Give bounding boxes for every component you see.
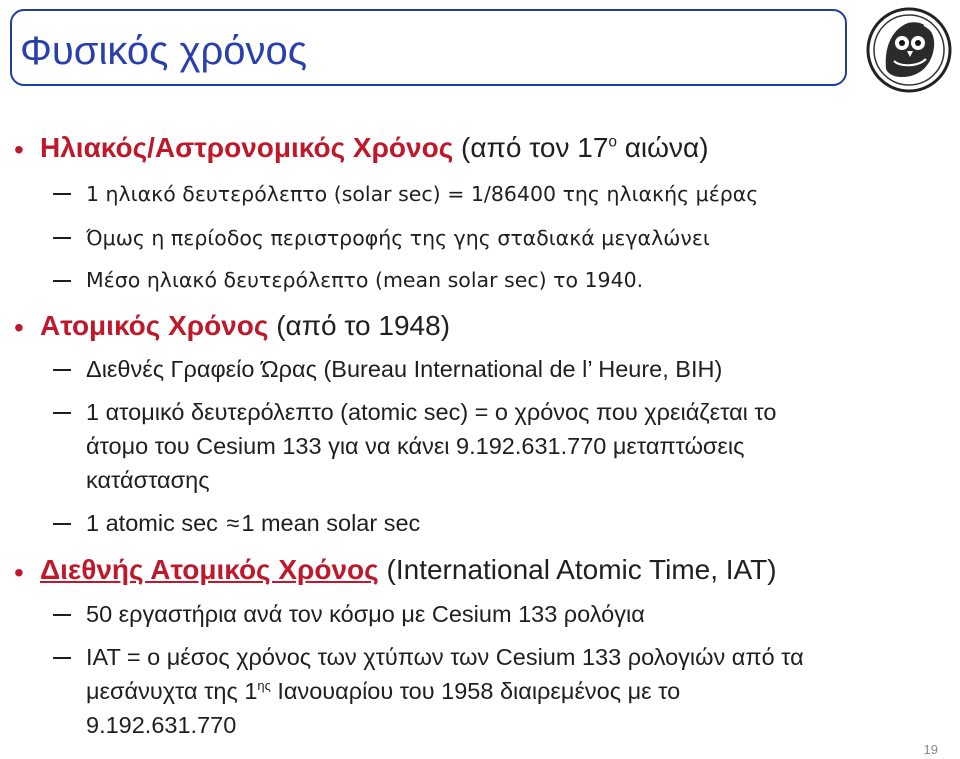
list-item: IAT = ο μέσος χρόνος των χτύπων των Cesium 133 ρολογιών από τα [86, 644, 804, 670]
bullet-marker: • [14, 557, 24, 588]
bullet-marker: • [14, 312, 24, 343]
line-text: μεσάνυχτα της 1 [86, 678, 258, 704]
list-item: Μέσο ηλιακό δευτερόλεπτο (mean solar sec) το 1940. [86, 268, 644, 292]
section-heading-bold: Ηλιακός/Αστρονομικός Χρόνος [40, 132, 454, 163]
section-heading [40, 133, 709, 163]
dash-marker [53, 193, 71, 195]
dash-marker [53, 614, 71, 616]
list-item: Διεθνές Γραφείο Ώρας (Bureau International de l’ Heure, BIH) [86, 356, 723, 382]
dash-marker [53, 237, 71, 239]
list-item: 1 ατομικό δευτερόλεπτο (atomic sec) = ο χρόνος που χρειάζεται το [86, 399, 777, 425]
dash-marker [53, 657, 71, 659]
approx-right-text: 1 mean solar sec [241, 510, 421, 536]
list-item: 1 ηλιακό δευτερόλεπτο (solar sec) = 1/86400 της ηλιακής μέρας [86, 182, 759, 206]
page-number: 19 [923, 742, 938, 757]
dash-marker [53, 369, 71, 371]
bullet-marker: • [14, 134, 24, 165]
section-heading-text: (από τον 17 [453, 132, 609, 163]
section-heading-bold: Διεθνής Ατομικός Χρόνος [40, 554, 379, 585]
list-item: Όμως η περίοδος περιστροφής της γης σταδιακά μεγαλώνει [86, 226, 710, 250]
list-item-continued [86, 678, 680, 704]
section-heading-text: αιώνα) [616, 132, 709, 163]
approx-left-text: 1 atomic sec [86, 510, 225, 536]
section-heading-text: (από το 1948) [268, 310, 451, 341]
superscript: ο [608, 133, 617, 151]
list-item [86, 510, 420, 536]
section-heading-text: (International Atomic Time, IAT) [378, 554, 777, 585]
list-item: 50 εργαστήρια ανά τον κόσμο με Cesium 133 ρολόγια [86, 601, 645, 627]
superscript: ης [257, 678, 271, 694]
page-title: Φυσικός χρόνος [20, 29, 308, 73]
dash-marker [53, 523, 71, 525]
section-heading [40, 311, 450, 341]
list-item-continued: 9.192.631.770 [86, 712, 237, 738]
section-heading-bold: Ατομικός Χρόνος [40, 310, 269, 341]
list-item-continued: άτομο του Cesium 133 για να κάνει 9.192.631.770 μεταπτώσεις [86, 433, 745, 459]
line-text: Ιανουαρίου του 1958 διαιρεμένος με το [270, 678, 681, 704]
approx-symbol: ≈ [226, 510, 240, 536]
dash-marker [53, 280, 71, 282]
list-item-continued: κατάστασης [86, 467, 210, 493]
owl-coin-logo-icon [866, 7, 952, 93]
section-heading [40, 555, 777, 585]
dash-marker [53, 412, 71, 414]
